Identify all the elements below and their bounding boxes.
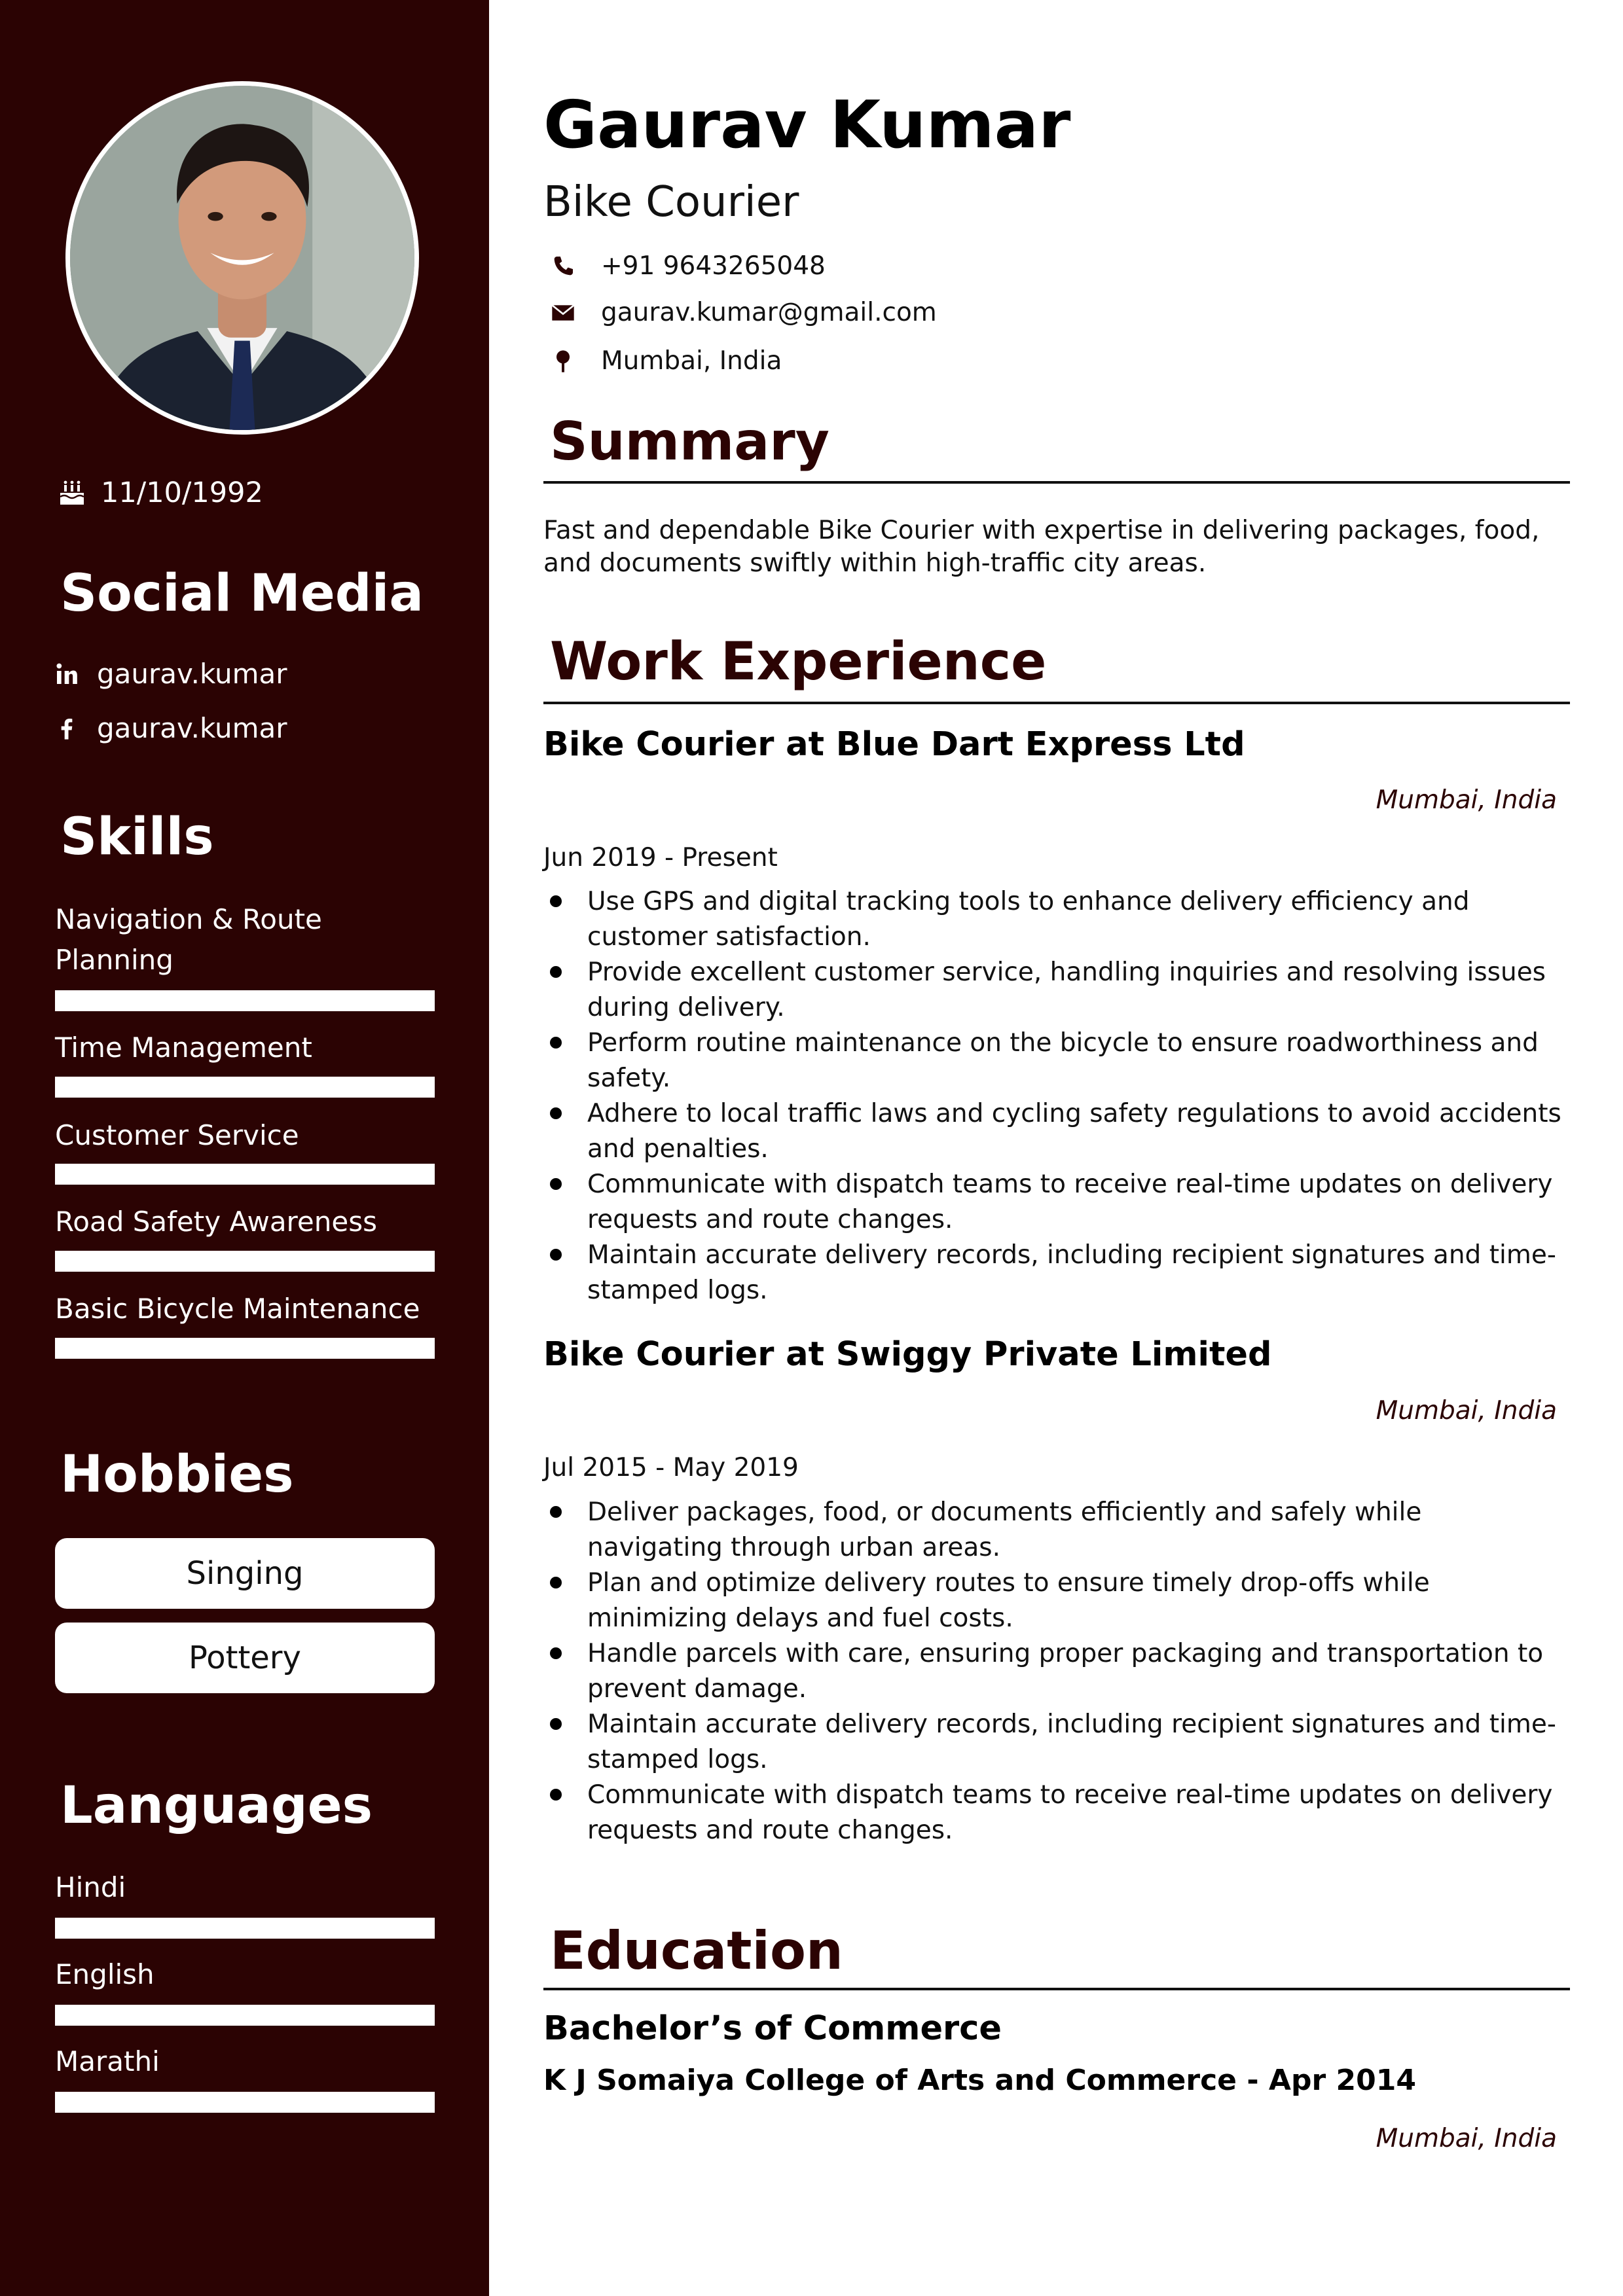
job-bullet: Handle parcels with care, ensuring proper packaging and transportation to prevent damage. bbox=[543, 1636, 1565, 1707]
birthday-cake-icon bbox=[56, 477, 88, 509]
facebook-handle: gaurav.kumar bbox=[97, 712, 287, 744]
linkedin-icon bbox=[54, 661, 80, 687]
skill-label: Customer Service bbox=[55, 1119, 299, 1151]
work-experience-heading: Work Experience bbox=[550, 631, 1047, 692]
social-linkedin[interactable] bbox=[54, 658, 287, 690]
location-pin-icon bbox=[550, 348, 576, 374]
hobby-badge: Pottery bbox=[55, 1623, 435, 1693]
facebook-icon bbox=[54, 715, 80, 742]
contact-location bbox=[550, 346, 782, 376]
candidate-name: Gaurav Kumar bbox=[543, 86, 1071, 163]
email-icon bbox=[550, 300, 576, 326]
sidebar bbox=[0, 0, 489, 2296]
job-location: Mumbai, India bbox=[1376, 785, 1557, 815]
contact-phone[interactable] bbox=[550, 251, 826, 281]
date-of-birth bbox=[56, 476, 263, 509]
summary-heading: Summary bbox=[550, 411, 830, 472]
section-divider bbox=[543, 702, 1570, 704]
skill-bar bbox=[55, 990, 435, 1011]
main-content bbox=[543, 0, 1570, 2296]
job-bullet: Perform routine maintenance on the bicycle to ensure roadworthiness and safety. bbox=[543, 1026, 1565, 1096]
skill-label: Navigation & Route Planning bbox=[55, 903, 322, 976]
job-bullet: Deliver packages, food, or documents efficiently and safely while navigating through urban areas. bbox=[543, 1495, 1565, 1566]
linkedin-handle: gaurav.kumar bbox=[97, 658, 287, 690]
language-bar bbox=[55, 1918, 435, 1939]
skill-bar bbox=[55, 1164, 435, 1185]
job-dates: Jun 2019 - Present bbox=[543, 843, 778, 872]
summary-text: Fast and dependable Bike Courier with expertise in delivering packages, food, and documents swiftly within high-traffic city areas. bbox=[543, 516, 1540, 578]
dob-text: 11/10/1992 bbox=[101, 476, 263, 509]
education-school: K J Somaiya College of Arts and Commerce - Apr 2014 bbox=[543, 2064, 1416, 2097]
skill-label: Basic Bicycle Maintenance bbox=[55, 1293, 420, 1325]
job-title: Bike Courier at Blue Dart Express Ltd bbox=[543, 725, 1245, 764]
job-bullet: Maintain accurate delivery records, including recipient signatures and time-stamped logs. bbox=[543, 1238, 1565, 1308]
languages-heading: Languages bbox=[60, 1776, 373, 1835]
section-divider bbox=[543, 1988, 1570, 1990]
job-bullet: Plan and optimize delivery routes to ensure timely drop-offs while minimizing delays and fuel costs. bbox=[543, 1566, 1565, 1636]
phone-text: +91 9643265048 bbox=[601, 251, 826, 281]
language-label: Hindi bbox=[55, 1871, 126, 1903]
skill-label: Road Safety Awareness bbox=[55, 1206, 377, 1238]
language-bar bbox=[55, 2092, 435, 2113]
hobbies-heading: Hobbies bbox=[60, 1445, 294, 1504]
section-divider bbox=[543, 481, 1570, 484]
skill-bar bbox=[55, 1077, 435, 1098]
email-text: gaurav.kumar@gmail.com bbox=[601, 298, 937, 327]
profile-photo bbox=[65, 81, 419, 435]
phone-icon bbox=[550, 253, 576, 279]
language-label: English bbox=[55, 1958, 155, 1990]
language-bar bbox=[55, 2005, 435, 2026]
social-facebook[interactable] bbox=[54, 712, 287, 744]
job-bullet: Communicate with dispatch teams to receive real-time updates on delivery requests and route changes. bbox=[543, 1778, 1565, 1848]
job-title: Bike Courier at Swiggy Private Limited bbox=[543, 1335, 1272, 1374]
hobby-badge: Singing bbox=[55, 1538, 435, 1609]
job-bullet: Maintain accurate delivery records, including recipient signatures and time-stamped logs. bbox=[543, 1707, 1565, 1778]
education-heading: Education bbox=[550, 1920, 843, 1981]
skill-bar bbox=[55, 1251, 435, 1272]
job-bullets bbox=[543, 1495, 1565, 1848]
job-bullet: Communicate with dispatch teams to receive real-time updates on delivery requests and route changes. bbox=[543, 1167, 1565, 1238]
job-bullet: Use GPS and digital tracking tools to enhance delivery efficiency and customer satisfaction. bbox=[543, 884, 1565, 955]
job-location: Mumbai, India bbox=[1376, 1396, 1557, 1426]
location-text: Mumbai, India bbox=[601, 346, 782, 376]
skill-label: Time Management bbox=[55, 1031, 312, 1064]
job-bullet: Provide excellent customer service, handling inquiries and resolving issues during delivery. bbox=[543, 955, 1565, 1026]
social-media-heading: Social Media bbox=[60, 564, 424, 623]
education-location: Mumbai, India bbox=[1376, 2124, 1557, 2153]
language-label: Marathi bbox=[55, 2045, 160, 2077]
skill-bar bbox=[55, 1338, 435, 1359]
candidate-title: Bike Courier bbox=[543, 178, 799, 226]
job-bullet: Adhere to local traffic laws and cycling safety regulations to avoid accidents and penalties. bbox=[543, 1096, 1565, 1167]
job-bullets bbox=[543, 884, 1565, 1308]
contact-email[interactable] bbox=[550, 298, 937, 327]
job-dates: Jul 2015 - May 2019 bbox=[543, 1453, 799, 1482]
education-degree: Bachelor’s of Commerce bbox=[543, 2009, 1002, 2048]
skills-heading: Skills bbox=[60, 808, 214, 867]
